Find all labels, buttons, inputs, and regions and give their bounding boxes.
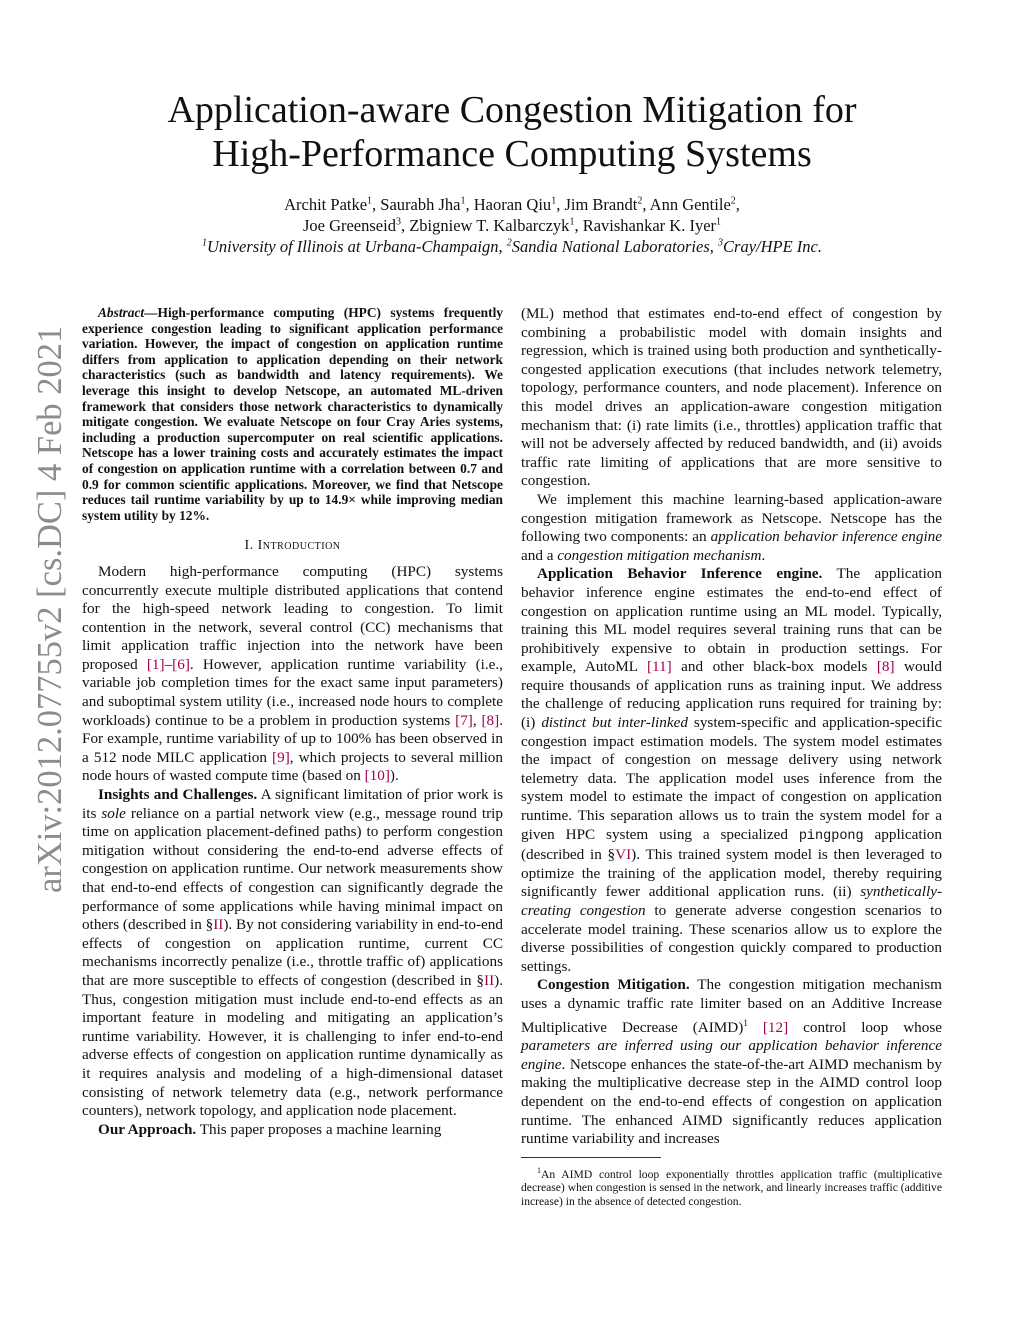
intro-paragraph-2: Insights and Challenges. A significant limitation of prior work is its sole reliance on a partial network view (e.g., message round trip time on application placement-defined paths) to perform congestion mitigation without considering the end-to-end adverse effects of congestion on application runtime. Our network measurements show that end-to-end effects of congestion can significantly degrade the performance of some applications while having minimal impact on others (described in §II). By not considering variability in end-to-end effects of congestion on application runtime, current CC mechanisms incorrectly penalize (i.e., throttle traffic of) applications that are more susceptible to effects of congestion (described in §II). Thus, congestion mitigation must include end-to-end effects as an important feature in modeling and mitigating an application’s runtime variability. However, it is challenging to infer end-to-end adverse effects of congestion on application runtime dynamically as it requires analysis and modeling of a high-dimensional dataset consisting of network telemetry data (e.g., network performance counters), network topology, and application node placement. [82,786,503,1120]
author-line-2: Joe Greenseid$^3$, Zbigniew T. Kalbarczyk$^1$, Ravishankar K. Iyer$^1$ [302,216,722,235]
citation-link[interactable]: [9] [272,748,290,766]
paper-title [100,88,924,176]
author-line-1: Archit Patke$^1$, Saurabh Jha$^1$, Haoran Qiu$^1$, Jim Brandt$^2$, Ann Gentile$^2$, [284,195,740,214]
mitigation-paragraph: Congestion Mitigation. The congestion mitigation mechanism uses a dynamic traffic rate limiter based on an Additive Increase Multiplicative Decrease (AIMD)$^1$ [12] control loop whose parameters are inferred using our application behavior inference engine. Netscope enhances the state-of-the-art AIMD mechanism by making the multiplicative decrease step in the AIMD control loop dependent on the end-to-end effects of congestion on application runtime. The enhanced AIMD significantly reduces application runtime variability and increases [521,976,943,1148]
author-block [100,194,924,257]
title-line-1: Application-aware Congestion Mitigation for [167,89,857,131]
author: Archit Patke [284,195,368,214]
section-link[interactable]: II [213,916,224,934]
affiliations: $^1$University of Illinois at Urbana-Champaign, $^2$Sandia National Laboratories, $^3$Cray/HPE Inc. [201,237,822,256]
citation-link[interactable]: [1] [146,655,165,673]
approach-continued: (ML) method that estimates end-to-end effect of congestion by combining a probabilistic model with domain insights and regression, which is trained using both production and synthetically-congested application executions (that includes network telemetry, topology, performance counters, and node placement). Inference on this model drives an application-aware congestion mitigation mechanism that: (i) rate limits (i.e., throttles) application traffic that will not be adversely affected by reduced bandwidth, and (ii) avoids traffic rate limiting of applications that are more sensitive to congestion. [521,305,942,490]
author: Haoran Qiu [473,195,552,214]
citation-link[interactable]: [11] [646,658,672,676]
footnote-marker[interactable]: 1 [743,1017,748,1028]
intro-paragraph-1: Modern high-performance computing (HPC) systems concurrently execute multiple distributed applications that contend for the high-speed network leading to congestion. To limit contention in the network, several control (CC) mechanisms that limit application traffic injection into the network have been proposed [1]–[6]. However, application runtime variability (i.e., variable job completion times for the exact same input parameters) and suboptimal system utility (i.e., increased node hours to complete workloads) continue to be a problem in production systems [7], [8]. For example, runtime variability of up to 100% has been observed in a 512 node MILC application [9], which projects to several million node hours of wasted compute time (based on [10]). [82,562,503,785]
citation-link[interactable]: [8] [876,658,895,676]
footnote: $^1$An AIMD control loop exponentially throttles application traffic (multiplicative decrease) when congestion is sensed in the network, and linearly increases traffic (additive increase) in the absence of detected congestion. [521,1165,942,1208]
author: Ann Gentile [649,195,731,214]
title-line-2: High-Performance Computing Systems [212,133,812,175]
section-link[interactable]: VI [615,846,632,864]
footnote-divider [521,1157,661,1158]
inference-engine-paragraph: Application Behavior Inference engine. The application behavior inference engine estimates the end-to-end effect of congestion on application runtime using an ML model. Typically, training this ML model requires several training runs that can be prohibitively expensive to obtain in production settings. For example, AutoML [11] and other black-box models [8] would require thousands of application runs as training input. We address the challenge of reducing application runs required for training by: (i) distinct but inter-linked system-specific and application-specific congestion impact estimation models. The system model estimates the impact of congestion on message delivery using network telemetry data. The application model uses inference from the system model to estimate the impact of congestion on application runtime. This separation allows us to train the system model for a given HPC system using a specialized pingpong application (described in §VI). This trained system model is then leveraged to optimize the training of the application model, thereby requiring significantly fewer additional application runs. (ii) synthetically-creating congestion to generate adverse congestion scenarios to accelerate model training. These scenarios allow us to explore the diverse possibilities of congestion quickly compared to production settings. [521,565,943,975]
author: Joe Greenseid [302,216,396,235]
citation-link[interactable]: [10] [364,767,390,785]
citation-link[interactable]: [8] [481,711,500,729]
author: Jim Brandt [564,195,638,214]
arxiv-identifier: arXiv:2012.07755v2 [cs.DC] 4 Feb 2021 [31,325,69,893]
intro-paragraph-3: Our Approach. This paper proposes a machine learning [98,1120,442,1138]
author: Zbigniew T. Kalbarczyk [409,216,570,235]
section-link[interactable]: II [484,971,495,989]
author: Saurabh Jha [380,195,461,214]
author: Ravishankar K. Iyer [582,216,717,235]
abstract: Abstract—High-performance computing (HPC) systems frequently experience congestion leading to significant application performance variation. However, the impact of congestion on application runtime differs from application to application depending on their network characteristics (such as bandwidth and latency requirements). We leverage this insight to develop Netscope, an automated ML-driven framework that considers those network characteristics to dynamically mitigate congestion. We evaluate Netscope on four Cray Aries systems, including a production supercomputer on real scientific applications. Netscope has a lower training costs and accurately estimates the impact of congestion on application runtime with a correlation between 0.7 and 0.9 for common scientific applications. Moreover, we find that Netscope reduces tail runtime variability by up to 14.9× while improving median system utility by 12%. [82,305,503,523]
citation-link[interactable]: [12] [762,1018,789,1036]
section-heading-introduction: I. Introduction [244,538,341,554]
citation-link[interactable]: [7] [455,711,473,729]
right-column [521,305,942,1208]
netscope-paragraph: We implement this machine learning-based application-aware congestion mitigation framework as Netscope. Netscope has the following two components: an application behavior inference engine and a congestion mitigation mechanism. [521,490,942,564]
citation-link[interactable]: [6] [172,655,190,673]
left-column [82,305,503,1139]
